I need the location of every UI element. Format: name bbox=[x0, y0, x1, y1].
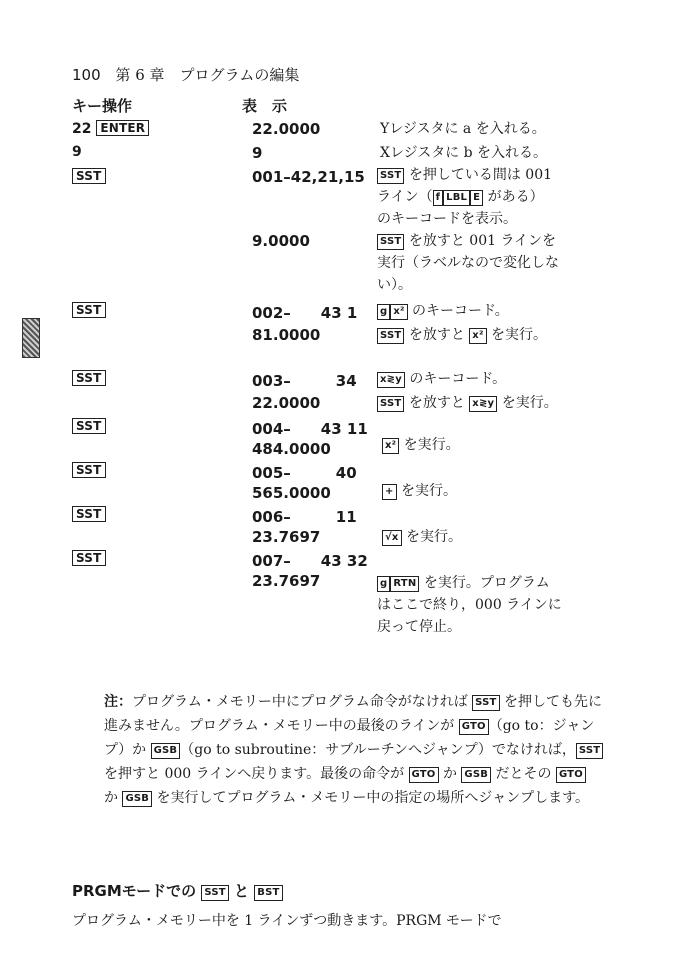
key-cap: + bbox=[382, 484, 397, 500]
key-cap: GTO bbox=[459, 719, 489, 735]
key-cap: SST bbox=[576, 743, 603, 759]
display-cell: 9 bbox=[252, 144, 263, 162]
page-number: 100 bbox=[72, 66, 101, 84]
display-cell: 22.0000 bbox=[252, 394, 321, 412]
desc-cell: SST を放すと 001 ラインを 実行（ラベルなので変化しな い）。 bbox=[377, 233, 559, 293]
column-header-display: 表 示 bbox=[242, 97, 288, 115]
sst-key: SST bbox=[72, 506, 106, 522]
page-header bbox=[72, 64, 299, 85]
display-cell: 9.0000 bbox=[252, 232, 310, 250]
key-cap: SST bbox=[377, 396, 404, 412]
display-cell: 81.0000 bbox=[252, 326, 321, 344]
display-cell: 565.0000 bbox=[252, 484, 331, 502]
key-cap: SST bbox=[201, 885, 228, 901]
key-cap: E bbox=[470, 190, 483, 206]
sst-key: SST bbox=[72, 462, 106, 478]
display-cell: 004– 43 11 bbox=[252, 420, 368, 438]
key-cap: SST bbox=[472, 695, 499, 711]
key-cap: GSB bbox=[151, 743, 181, 759]
display-cell: 002– 43 1 bbox=[252, 304, 358, 322]
note-paragraph bbox=[104, 690, 604, 810]
display-cell: 005– 40 bbox=[252, 464, 357, 482]
sst-key: SST bbox=[72, 550, 106, 566]
sst-key: SST bbox=[72, 418, 106, 434]
key-cap: SST bbox=[377, 168, 404, 184]
desc-cell: g RTN を実行。プログラム はここで終り，000 ラインに 戻って停止。 bbox=[377, 575, 562, 635]
key-cap: GSB bbox=[122, 791, 152, 807]
display-cell: 006– 11 bbox=[252, 508, 357, 526]
key-cell bbox=[72, 302, 106, 319]
key-cell bbox=[72, 506, 106, 523]
enter-key: ENTER bbox=[96, 120, 149, 136]
note-label: 注： bbox=[104, 694, 132, 710]
section-body: プログラム・メモリー中を 1 ラインずつ動きます。PRGM モードで bbox=[72, 913, 502, 929]
desc-cell: + を実行。 bbox=[382, 480, 457, 502]
display-cell: 22.0000 bbox=[252, 120, 321, 138]
sst-key: SST bbox=[72, 168, 106, 184]
key-cap: LBL bbox=[443, 190, 470, 206]
key-cap: GTO bbox=[556, 767, 586, 783]
key-cap: g bbox=[377, 576, 390, 592]
section-title: PRGMモードでの SST と BST bbox=[72, 880, 283, 901]
key-cap: SST bbox=[377, 234, 404, 250]
key-cap: x² bbox=[469, 328, 486, 344]
desc-cell: √x を実行。 bbox=[382, 526, 462, 548]
column-header-key: キー操作 bbox=[72, 97, 133, 115]
key-cap: f bbox=[433, 190, 444, 206]
key-cap: SST bbox=[377, 328, 404, 344]
desc-cell: SST を放すと x² を実行。 bbox=[377, 324, 547, 346]
key-cap: √x bbox=[382, 530, 402, 546]
key-cap: x² bbox=[390, 304, 407, 320]
display-cell: 484.0000 bbox=[252, 440, 331, 458]
desc-cell: x² を実行。 bbox=[382, 434, 460, 456]
desc-cell: Yレジスタに a を入れる。 bbox=[380, 121, 546, 137]
key-cap: g bbox=[377, 304, 390, 320]
key-cell bbox=[72, 462, 106, 479]
sst-key: SST bbox=[72, 302, 106, 318]
key-cap: BST bbox=[254, 885, 282, 901]
desc-cell: SST を放すと x≷y を実行。 bbox=[377, 392, 558, 414]
side-index-mark bbox=[22, 318, 40, 358]
display-cell: 001–42,21,15 bbox=[252, 168, 365, 186]
key-cap: GSB bbox=[461, 767, 491, 783]
desc-cell: SST を押している間は 001 ライン（ f LBL E がある） のキーコードを表示。 bbox=[377, 167, 553, 227]
display-cell: 007– 43 32 bbox=[252, 552, 368, 570]
desc-cell: Xレジスタに b を入れる。 bbox=[380, 145, 548, 161]
desc-cell: x≷y のキーコード。 bbox=[377, 368, 506, 390]
display-cell: 003– 34 bbox=[252, 372, 357, 390]
key-cell: 9 bbox=[72, 144, 82, 160]
sst-key: SST bbox=[72, 370, 106, 386]
key-cap: x² bbox=[382, 438, 399, 454]
key-cap: RTN bbox=[390, 576, 419, 592]
key-cell: 22 ENTER bbox=[72, 120, 149, 137]
key-cap: x≷y bbox=[469, 396, 497, 412]
note-text: プログラム・メモリー中にプログラム命令がなければ SST を押しても先に進みません。プログラム・メモリー中の最後のラインが GTO （go to：ジャンプ）か GSB （go to subroutine：サブルーチンへジャンプ）でなければ， SST を押すと 000 ラインへ戻ります。最後の命令が GTO か GSB だとその GTO か GSB を実行してプログラム・メモリー中の指定の場所へジャンプします。 bbox=[104, 694, 603, 806]
chapter-title: 第 6 章 プログラムの編集 bbox=[115, 66, 300, 84]
key-cell bbox=[72, 418, 106, 435]
display-cell: 23.7697 bbox=[252, 528, 321, 546]
key-cell bbox=[72, 550, 106, 567]
desc-cell: g x² のキーコード。 bbox=[377, 300, 509, 322]
key-cap: x≷y bbox=[377, 372, 405, 388]
key-cell bbox=[72, 370, 106, 387]
key-cell bbox=[72, 168, 106, 185]
display-cell: 23.7697 bbox=[252, 572, 321, 590]
key-cap: GTO bbox=[409, 767, 439, 783]
